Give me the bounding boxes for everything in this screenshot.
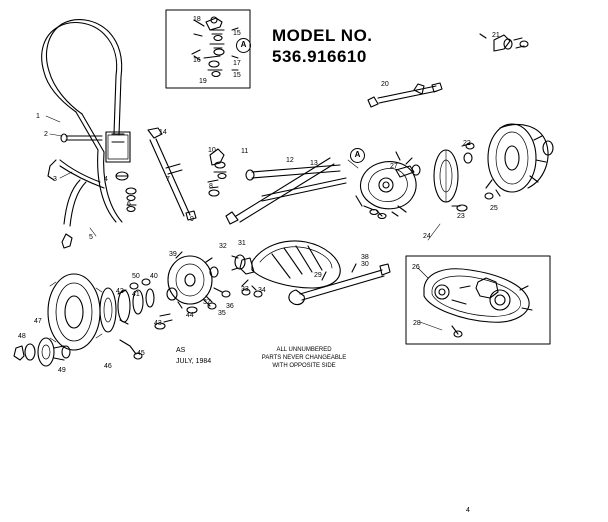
- part-number-callout: 40: [150, 273, 158, 280]
- part-number-callout: 18: [193, 16, 201, 23]
- part-number-callout: 48: [18, 333, 26, 340]
- callout-a-mid: A: [350, 148, 365, 163]
- part-number-callout: 33: [241, 286, 249, 293]
- note-line-3: WITH OPPOSITE SIDE: [272, 363, 336, 369]
- part-number-callout: 19: [199, 78, 207, 85]
- page-number: 4: [466, 507, 470, 514]
- part-number-callout: 14: [159, 129, 167, 136]
- callout-a-top: A: [236, 38, 251, 53]
- part-number-callout: 12: [286, 157, 294, 164]
- note-line-1: ALL UNNUMBERED: [276, 347, 332, 353]
- part-number-callout: 49: [58, 367, 66, 374]
- part-number-callout: 9: [190, 216, 194, 223]
- revision-code: AS: [176, 347, 186, 354]
- part-number-callout: 21: [492, 32, 500, 39]
- note-line-2: PARTS NEVER CHANGEABLE: [261, 355, 347, 361]
- part-number-callout: 35: [218, 310, 226, 317]
- part-number-callout: 20: [381, 81, 389, 88]
- part-number-callout: 10: [208, 147, 216, 154]
- part-number-callout: 23: [457, 213, 465, 220]
- part-number-callout: 24: [423, 233, 431, 240]
- part-number-callout: 41: [132, 291, 140, 298]
- part-number-callout: 37: [203, 299, 211, 306]
- part-number-callout: 47: [34, 318, 42, 325]
- part-number-callout: 16: [193, 57, 201, 64]
- part-number-callout: 29: [314, 272, 322, 279]
- part-number-callout: 28: [413, 320, 421, 327]
- part-number-callout: 5: [89, 234, 93, 241]
- part-number-callout: 17: [233, 60, 241, 67]
- part-number-callout: 1: [36, 113, 40, 120]
- part-number-callout: 2: [44, 131, 48, 138]
- part-number-callout: 34: [258, 287, 266, 294]
- part-number-callout: 32: [219, 243, 227, 250]
- part-number-callout: 4: [104, 176, 108, 183]
- revision-date: JULY, 1984: [176, 358, 212, 365]
- part-number-callout: 39: [169, 251, 177, 258]
- part-number-callout: 30: [361, 261, 369, 268]
- part-number-callout: 42: [116, 288, 124, 295]
- part-number-callout: 31: [238, 240, 246, 247]
- part-number-callout: 45: [137, 350, 145, 357]
- model-number: 536.916610: [272, 47, 367, 66]
- part-number-callout: 7: [166, 176, 170, 183]
- part-number-callout: 22: [463, 140, 471, 147]
- part-number-callout: 50: [132, 273, 140, 280]
- part-number-callout: 3: [53, 176, 57, 183]
- part-number-callout: 15: [233, 72, 241, 79]
- part-number-callout: 6: [127, 201, 131, 208]
- part-number-callout: 27: [390, 163, 398, 170]
- part-number-callout: 8: [209, 183, 213, 190]
- part-number-callout: 15: [233, 30, 241, 37]
- part-number-callout: 38: [361, 254, 369, 261]
- part-number-callout: 25: [490, 205, 498, 212]
- model-no-label: MODEL NO.: [272, 26, 373, 45]
- part-number-callout: 46: [104, 363, 112, 370]
- part-number-callout: 13: [310, 160, 318, 167]
- part-number-callout: 36: [226, 303, 234, 310]
- part-number-callout: 43: [154, 320, 162, 327]
- part-number-callout: 11: [241, 148, 249, 155]
- part-number-callout: 26: [412, 264, 420, 271]
- part-number-callout: 44: [186, 312, 194, 319]
